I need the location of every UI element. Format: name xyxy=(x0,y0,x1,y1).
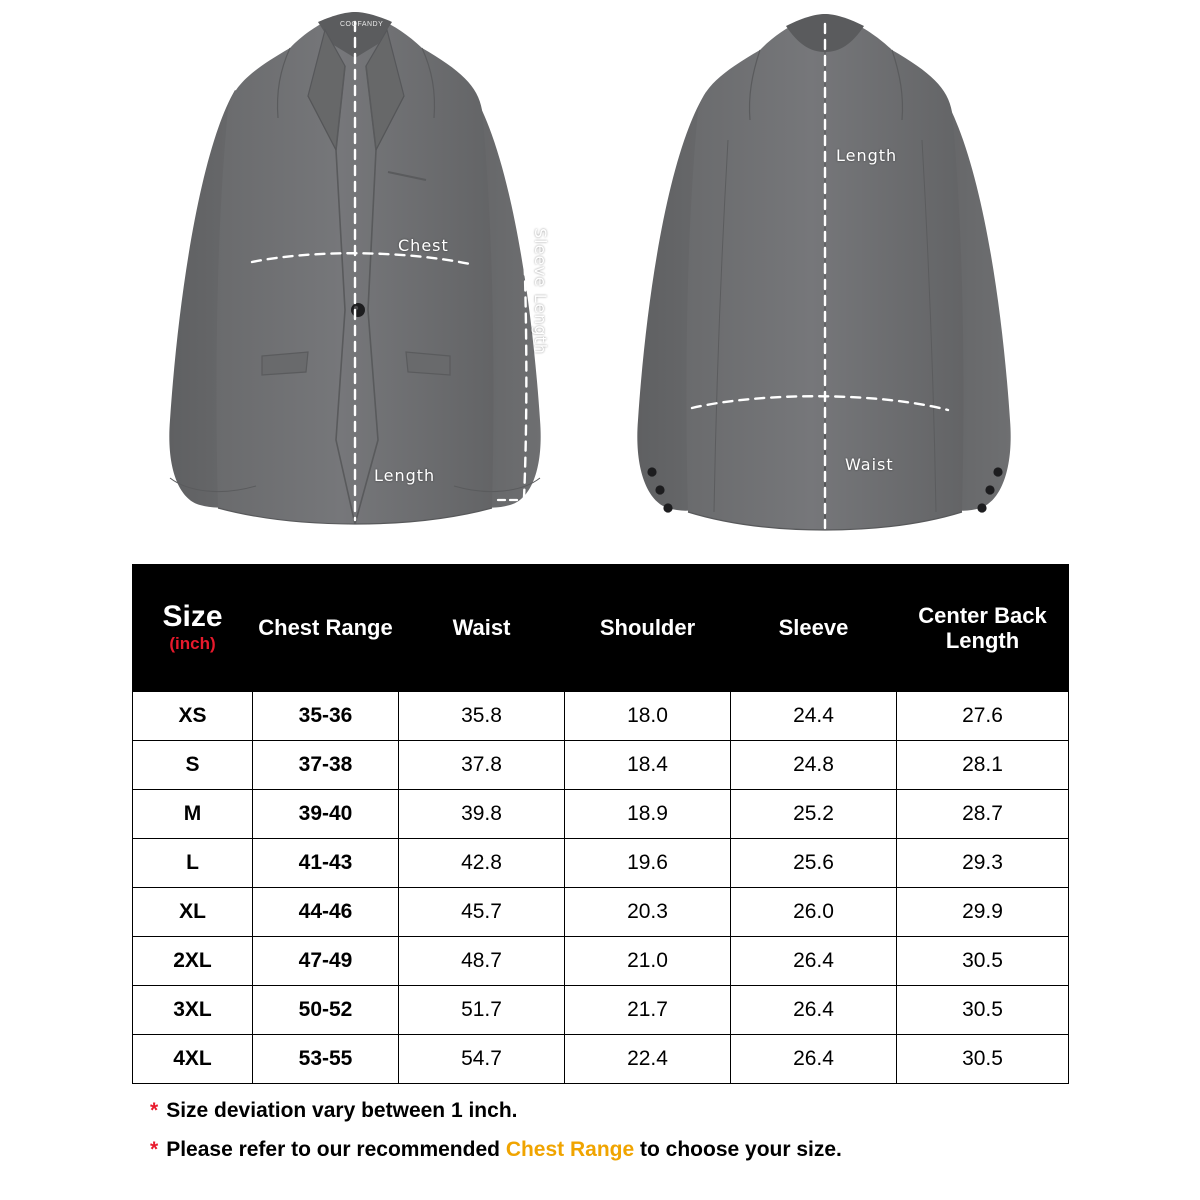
cell-center-back-length: 28.1 xyxy=(897,741,1069,790)
cell-chest: 50-52 xyxy=(253,986,399,1035)
note-chest-range-highlight: Chest Range xyxy=(505,1138,635,1162)
cell-waist: 35.8 xyxy=(399,692,565,741)
cell-chest: 53-55 xyxy=(253,1035,399,1084)
header-size-main: Size xyxy=(162,600,223,634)
table-row xyxy=(133,790,1069,839)
header-sleeve: Sleeve xyxy=(731,565,897,692)
cell-shoulder: 18.9 xyxy=(565,790,731,839)
cell-sleeve: 26.0 xyxy=(731,888,897,937)
cell-size: S xyxy=(133,741,253,790)
note-chest-range xyxy=(150,1137,1150,1162)
table-row xyxy=(133,741,1069,790)
cell-waist: 39.8 xyxy=(399,790,565,839)
header-size-unit: (inch) xyxy=(169,634,216,654)
cell-sleeve: 26.4 xyxy=(731,1035,897,1084)
note-size-deviation xyxy=(150,1098,1150,1123)
size-table-container xyxy=(132,564,1068,1084)
cell-sleeve: 25.2 xyxy=(731,790,897,839)
cell-size: L xyxy=(133,839,253,888)
note-chest-range-after: to choose your size. xyxy=(634,1138,842,1162)
cell-size: 4XL xyxy=(133,1035,253,1084)
cell-sleeve: 25.6 xyxy=(731,839,897,888)
cell-waist: 48.7 xyxy=(399,937,565,986)
size-table xyxy=(132,564,1069,1084)
cell-center-back-length: 27.6 xyxy=(897,692,1069,741)
cell-size: XL xyxy=(133,888,253,937)
cell-waist: 54.7 xyxy=(399,1035,565,1084)
cell-center-back-length: 28.7 xyxy=(897,790,1069,839)
cell-shoulder: 21.7 xyxy=(565,986,731,1035)
cell-sleeve: 24.8 xyxy=(731,741,897,790)
notes-section xyxy=(150,1098,1150,1176)
cell-shoulder: 18.0 xyxy=(565,692,731,741)
cell-sleeve: 24.4 xyxy=(731,692,897,741)
cell-center-back-length: 30.5 xyxy=(897,937,1069,986)
cell-waist: 37.8 xyxy=(399,741,565,790)
header-waist: Waist xyxy=(399,565,565,692)
cell-waist: 45.7 xyxy=(399,888,565,937)
back-length-label: Length xyxy=(836,146,898,165)
header-chest-range: Chest Range xyxy=(253,565,399,692)
cell-center-back-length: 30.5 xyxy=(897,986,1069,1035)
cell-shoulder: 22.4 xyxy=(565,1035,731,1084)
cell-shoulder: 19.6 xyxy=(565,839,731,888)
table-row xyxy=(133,986,1069,1035)
cell-chest: 39-40 xyxy=(253,790,399,839)
cell-center-back-length: 29.3 xyxy=(897,839,1069,888)
table-row xyxy=(133,888,1069,937)
header-shoulder: Shoulder xyxy=(565,565,731,692)
note-size-deviation-text: Size deviation vary between 1 inch. xyxy=(166,1099,518,1122)
front-length-label: Length xyxy=(374,466,436,485)
cell-chest: 37-38 xyxy=(253,741,399,790)
cell-size: XS xyxy=(133,692,253,741)
cell-size: 2XL xyxy=(133,937,253,986)
header-size xyxy=(133,565,253,692)
blazer-front-illustration xyxy=(140,0,570,548)
cell-chest: 35-36 xyxy=(253,692,399,741)
cell-chest: 41-43 xyxy=(253,839,399,888)
brand-tag-label: COOFANDY xyxy=(340,21,384,28)
cell-center-back-length: 29.9 xyxy=(897,888,1069,937)
note-star-icon: * xyxy=(150,1099,159,1122)
waist-label: Waist xyxy=(845,455,894,474)
size-chart-illustration xyxy=(0,0,1200,548)
cell-waist: 42.8 xyxy=(399,839,565,888)
blazer-back-illustration xyxy=(610,0,1040,548)
header-center-back-length: Center Back Length xyxy=(897,565,1069,692)
cell-chest: 44-46 xyxy=(253,888,399,937)
sleeve-length-label: Sleeve Length xyxy=(531,228,550,355)
cell-shoulder: 21.0 xyxy=(565,937,731,986)
cell-shoulder: 18.4 xyxy=(565,741,731,790)
table-row xyxy=(133,839,1069,888)
table-row xyxy=(133,692,1069,741)
chest-label: Chest xyxy=(398,236,449,255)
cell-shoulder: 20.3 xyxy=(565,888,731,937)
cell-waist: 51.7 xyxy=(399,986,565,1035)
cell-size: M xyxy=(133,790,253,839)
cell-chest: 47-49 xyxy=(253,937,399,986)
cell-sleeve: 26.4 xyxy=(731,986,897,1035)
cell-center-back-length: 30.5 xyxy=(897,1035,1069,1084)
note-chest-range-before: Please refer to our recommended xyxy=(166,1138,506,1162)
cell-sleeve: 26.4 xyxy=(731,937,897,986)
table-row xyxy=(133,1035,1069,1084)
table-header-row xyxy=(133,565,1069,692)
table-row xyxy=(133,937,1069,986)
cell-size: 3XL xyxy=(133,986,253,1035)
note-star-icon: * xyxy=(150,1138,159,1162)
table-body xyxy=(133,692,1069,1084)
